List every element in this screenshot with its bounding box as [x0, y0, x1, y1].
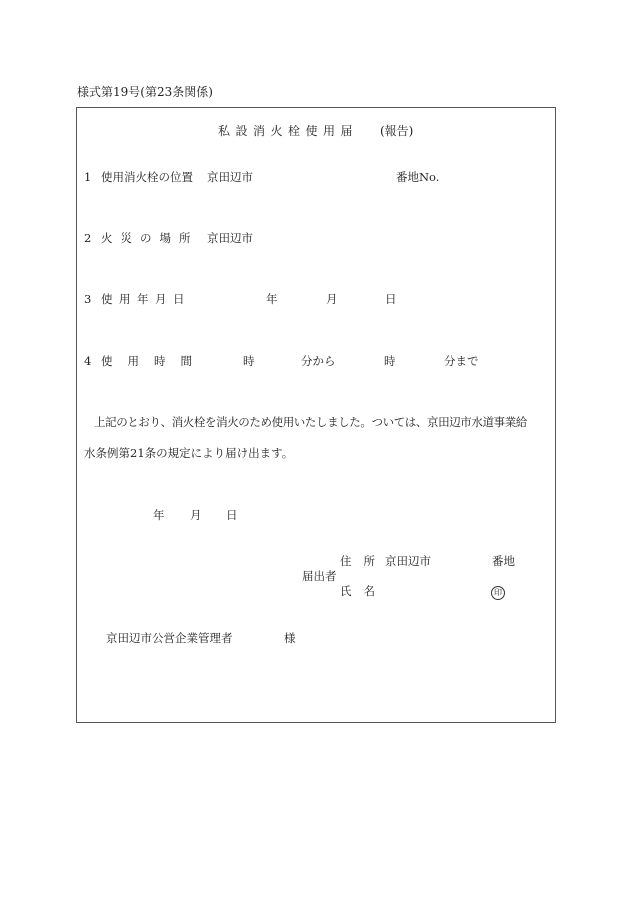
form-title-note: (報告): [380, 124, 414, 138]
item-1-label: 使用消火栓の位置: [101, 170, 193, 184]
item-1-city: 京田辺市: [207, 170, 253, 184]
item-3-day: 日: [385, 292, 397, 306]
item-1-number: 1: [84, 170, 92, 184]
seal-mark-icon: 印: [491, 586, 505, 600]
form-number: 様式第19号(第23条関係): [77, 85, 213, 99]
item-4-label: 使用時間: [101, 354, 207, 368]
submit-date-month: 月: [190, 508, 202, 522]
item-2-number: 2: [84, 231, 92, 245]
item-3-year: 年: [266, 292, 278, 306]
item-3-number: 3: [84, 292, 92, 306]
item-1-address-label: 番地No.: [396, 170, 440, 184]
statement-line-2: 水条例第21条の規定により届け出ます。: [84, 446, 294, 460]
item-2-city: 京田辺市: [207, 231, 253, 245]
item-4-to-hour: 時: [384, 354, 396, 368]
item-3-month: 月: [326, 292, 338, 306]
form-title: 私設消火栓使用届: [218, 124, 359, 138]
item-4-from-minute: 分から: [301, 354, 336, 368]
item-4-from-hour: 時: [243, 354, 255, 368]
addressee-honorific: 様: [284, 631, 296, 645]
statement-line-1: 上記のとおり、消火栓を消火のため使用いたしました。ついては、京田辺市水道事業給: [94, 415, 527, 429]
submitter-address-label: 住所: [340, 554, 387, 568]
item-4-to-minute: 分まで: [444, 354, 479, 368]
item-2-label: 火災の場所: [101, 231, 199, 245]
item-3-label: 使用年月日: [101, 292, 191, 306]
addressee-name: 京田辺市公営企業管理者: [106, 631, 233, 645]
item-4-number: 4: [84, 354, 92, 368]
submitter-address-city: 京田辺市: [385, 554, 431, 568]
submitter-role: 届出者: [302, 569, 337, 583]
submitter-name-label: 氏名: [340, 584, 387, 598]
submitter-address-suffix: 番地: [492, 554, 515, 568]
submit-date-day: 日: [226, 508, 238, 522]
submit-date-year: 年: [153, 508, 165, 522]
